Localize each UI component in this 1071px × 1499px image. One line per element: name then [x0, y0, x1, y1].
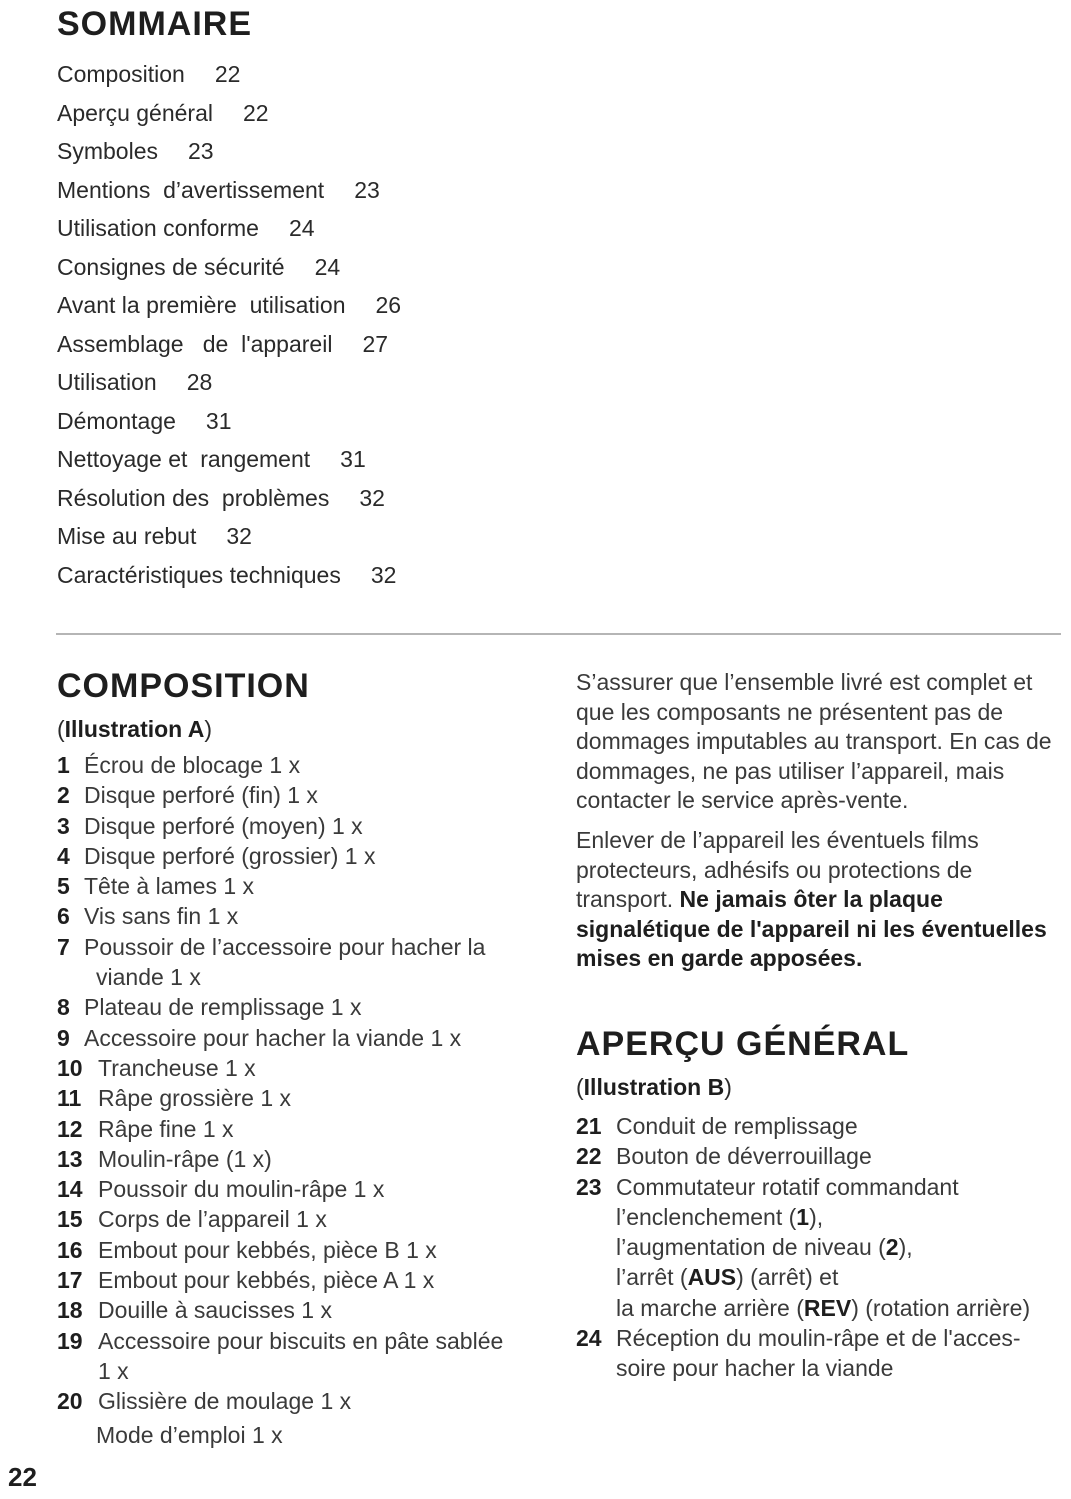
- list-item: 1 Écrou de blocage 1 x: [57, 752, 301, 778]
- table-of-contents: [57, 57, 577, 596]
- composition-paragraph-2: Enlever de l’appareil les éventuels films protecteurs, adhésifs ou protections de transport. Ne jamais ôter la plaque signalétique de l'appareil ni les éventuelles mises en garde apposées.: [576, 827, 1047, 972]
- list-item: 13 Moulin-râpe (1 x): [57, 1145, 272, 1172]
- toc-entry-label: Symboles: [57, 138, 158, 164]
- toc-entry[interactable]: [57, 442, 577, 481]
- apercu-title: APERÇU GÉNÉRAL: [576, 1025, 910, 1063]
- toc-entry[interactable]: [57, 96, 577, 135]
- toc-entry-page: 31: [340, 446, 366, 472]
- list-item: 23 Commutateur rotatif commandant l’enclenchement (1), l’augmentation de niveau (2), l’arrêt (AUS) (arrêt) et la marche arrière (REV) (rotation arrière): [576, 1173, 1031, 1321]
- toc-entry-page: 23: [187, 138, 214, 164]
- apercu-list: [576, 1111, 1066, 1384]
- toc-entry[interactable]: [57, 327, 577, 366]
- toc-entry[interactable]: [57, 365, 577, 404]
- toc-entry[interactable]: [57, 250, 577, 289]
- list-item: 20 Glissière de moulage 1 x: [57, 1388, 352, 1415]
- list-item: 8 Plateau de remplissage 1 x: [57, 994, 362, 1021]
- toc-entry[interactable]: [57, 404, 577, 443]
- list-item: 14 Poussoir du moulin-râpe 1 x: [57, 1176, 385, 1203]
- toc-entry-page: 32: [359, 484, 385, 511]
- toc-entry[interactable]: [57, 519, 577, 558]
- toc-entry-label: Caractéristiques techniques: [57, 561, 341, 588]
- composition-illustration-ref: (Illustration A): [57, 716, 213, 742]
- toc-entry[interactable]: [57, 288, 577, 327]
- list-item: 22 Bouton de déverrouillage: [576, 1143, 872, 1170]
- list-item: 21 Conduit de remplissage: [576, 1113, 858, 1139]
- list-item: 17 Embout pour kebbés, pièce A 1 x: [57, 1267, 435, 1294]
- composition-list: [57, 750, 547, 1417]
- toc-entry-label: Utilisation: [57, 369, 157, 395]
- toc-entry-page: 24: [314, 253, 341, 280]
- composition-extra-item: Mode d’emploi 1 x: [96, 1422, 283, 1448]
- toc-entry-page: 22: [214, 61, 241, 87]
- composition-title: COMPOSITION: [57, 667, 310, 705]
- toc-entry-label: Aperçu général: [57, 99, 213, 126]
- toc-entry-page: 28: [186, 369, 213, 395]
- toc-entry[interactable]: [57, 173, 577, 212]
- list-item: 11 Râpe grossière 1 x: [57, 1085, 292, 1112]
- toc-entry-label: Nettoyage et rangement: [57, 446, 311, 472]
- toc-entry-label: Assemblage de l'appareil: [57, 330, 333, 357]
- composition-paragraph-1: S’assurer que l’ensemble livré est complet et que les composants ne présentent pas de dommages imputables au transport. En cas de dommages, ne pas utiliser l’appareil, mais contacter le service après-vente.: [576, 669, 1052, 814]
- toc-entry-label: Avant la première utilisation: [57, 292, 346, 318]
- list-item: 16 Embout pour kebbés, pièce B 1 x: [57, 1236, 437, 1263]
- toc-entry-label: Composition: [57, 61, 185, 87]
- toc-entry-label: Mentions d’avertissement: [57, 176, 325, 203]
- list-item: 24 Réception du moulin-râpe et de l'acces- soire pour hacher la viande: [576, 1325, 1021, 1382]
- list-item: 18 Douille à saucisses 1 x: [57, 1297, 332, 1324]
- toc-entry[interactable]: [57, 211, 577, 250]
- page-number: 22: [8, 1462, 37, 1492]
- list-item: 5 Tête à lames 1 x: [57, 873, 255, 900]
- sommaire-title: SOMMAIRE: [57, 5, 252, 43]
- toc-entry-page: 31: [205, 407, 232, 434]
- toc-entry-page: 23: [354, 176, 380, 203]
- toc-entry[interactable]: [57, 134, 577, 173]
- section-divider: [56, 633, 1061, 635]
- list-item: 12 Râpe fine 1 x: [57, 1115, 234, 1142]
- toc-entry-label: Mise au rebut: [57, 523, 197, 549]
- toc-entry-label: Résolution des problèmes: [57, 484, 330, 511]
- toc-entry-page: 22: [243, 99, 269, 126]
- toc-entry-label: Démontage: [57, 407, 176, 434]
- toc-entry-page: 27: [362, 330, 389, 357]
- list-item: 10 Trancheuse 1 x: [57, 1054, 256, 1081]
- toc-entry-label: Consignes de sécurité: [57, 253, 285, 280]
- list-item: 15 Corps de l’appareil 1 x: [57, 1206, 327, 1233]
- toc-entry[interactable]: [57, 481, 577, 520]
- toc-entry-page: 26: [375, 292, 402, 318]
- toc-entry-page: 24: [288, 215, 315, 241]
- toc-entry[interactable]: [57, 57, 577, 96]
- toc-entry-label: Utilisation conforme: [57, 215, 259, 241]
- toc-entry-page: 32: [370, 561, 397, 588]
- toc-entry[interactable]: [57, 558, 577, 597]
- toc-entry-page: 32: [226, 523, 252, 549]
- list-item: 3 Disque perforé (moyen) 1 x: [57, 812, 363, 839]
- list-item: 7 Poussoir de l’accessoire pour hacher la viande 1 x: [57, 933, 486, 991]
- list-item: 9 Accessoire pour hacher la viande 1 x: [57, 1024, 462, 1051]
- apercu-illustration-ref: (Illustration B): [576, 1074, 732, 1100]
- list-item: 19 Accessoire pour biscuits en pâte sablée 1 x: [57, 1327, 504, 1384]
- list-item: 6 Vis sans fin 1 x: [57, 903, 239, 930]
- list-item: 2 Disque perforé (fin) 1 x: [57, 782, 318, 809]
- list-item: 4 Disque perforé (grossier) 1 x: [57, 842, 376, 869]
